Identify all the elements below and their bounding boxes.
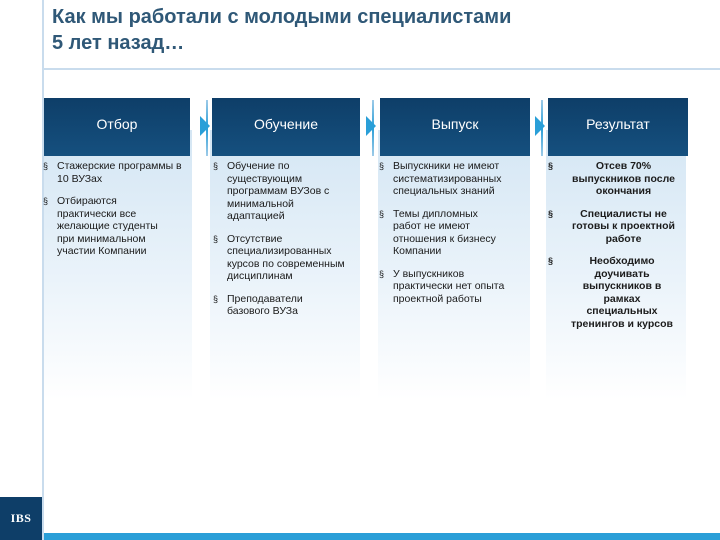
bullet-icon: § xyxy=(379,208,385,219)
list-item xyxy=(40,195,192,258)
ibs-logo: IBS xyxy=(0,497,42,540)
slide-title-line-2: 5 лет назад… xyxy=(52,32,185,54)
list-item xyxy=(40,160,192,185)
bullet-icon: § xyxy=(548,208,554,219)
list-item xyxy=(545,160,685,198)
arrow-right-icon xyxy=(366,116,376,136)
column-header-label: Выпуск xyxy=(431,116,479,132)
list-item xyxy=(376,208,526,258)
list-item xyxy=(376,160,526,198)
bullet-icon: § xyxy=(213,161,219,171)
list-item-text: Отсев 70% выпускников после окончания xyxy=(572,160,675,197)
column-header-selection xyxy=(44,98,190,156)
list-item-text: Отбираются практически все желающие студенты при минимальном участии Компании xyxy=(57,195,158,257)
arrow-right-icon xyxy=(535,116,545,136)
column-header-graduation xyxy=(380,98,530,156)
list-item-text: Стажерские программы в 10 ВУЗах xyxy=(57,160,182,185)
list-item-text: Выпускники не имеют систематизированных специальных знаний xyxy=(393,160,502,197)
column-header-result xyxy=(548,98,688,156)
bullet-icon: § xyxy=(213,233,219,244)
bullet-icon: § xyxy=(43,196,49,206)
list-item xyxy=(210,160,350,223)
list-item xyxy=(210,233,350,283)
list-item xyxy=(545,255,685,330)
column-header-label: Отбор xyxy=(96,116,138,132)
title-underline xyxy=(42,68,720,70)
slide-title-line-1: Как мы работали с молодыми специалистами xyxy=(52,6,512,28)
list-item-text: Необходимо доучивать выпускников в рамках специальных тренингов и курсов xyxy=(571,255,674,330)
list-item xyxy=(376,268,526,306)
bottom-accent-bar xyxy=(44,533,720,540)
bullet-icon: § xyxy=(548,256,554,266)
list-item-text: Обучение по существующим программам ВУЗов с минимальной адаптацией xyxy=(227,160,330,222)
column-header-label: Обучение xyxy=(253,116,319,132)
list-item-text: У выпускников практически нет опыта проектной работы xyxy=(393,267,505,305)
column-header-label: Результат xyxy=(586,116,650,132)
list-item xyxy=(545,208,685,246)
column-result-list xyxy=(545,160,685,340)
list-item-text: Темы дипломных работ не имеют отношения к бизнесу Компании xyxy=(393,207,496,257)
list-item xyxy=(210,293,350,318)
list-item-text: Преподаватели базового ВУЗа xyxy=(227,292,303,317)
arrow-right-icon xyxy=(200,116,210,136)
bullet-icon: § xyxy=(548,161,554,171)
slide-title xyxy=(52,4,692,56)
bullet-icon: § xyxy=(379,268,385,279)
list-item-text: Специалисты не готовы к проектной работе xyxy=(572,207,675,245)
bullet-icon: § xyxy=(213,293,219,304)
column-header-training xyxy=(212,98,360,156)
column-graduation-list xyxy=(376,160,526,315)
bullet-icon: § xyxy=(43,161,49,171)
column-selection-list xyxy=(40,160,192,268)
list-item-text: Отсутствие специализированных курсов по современным дисциплинам xyxy=(227,232,345,282)
bullet-icon: § xyxy=(379,161,385,171)
column-training-list xyxy=(210,160,350,328)
